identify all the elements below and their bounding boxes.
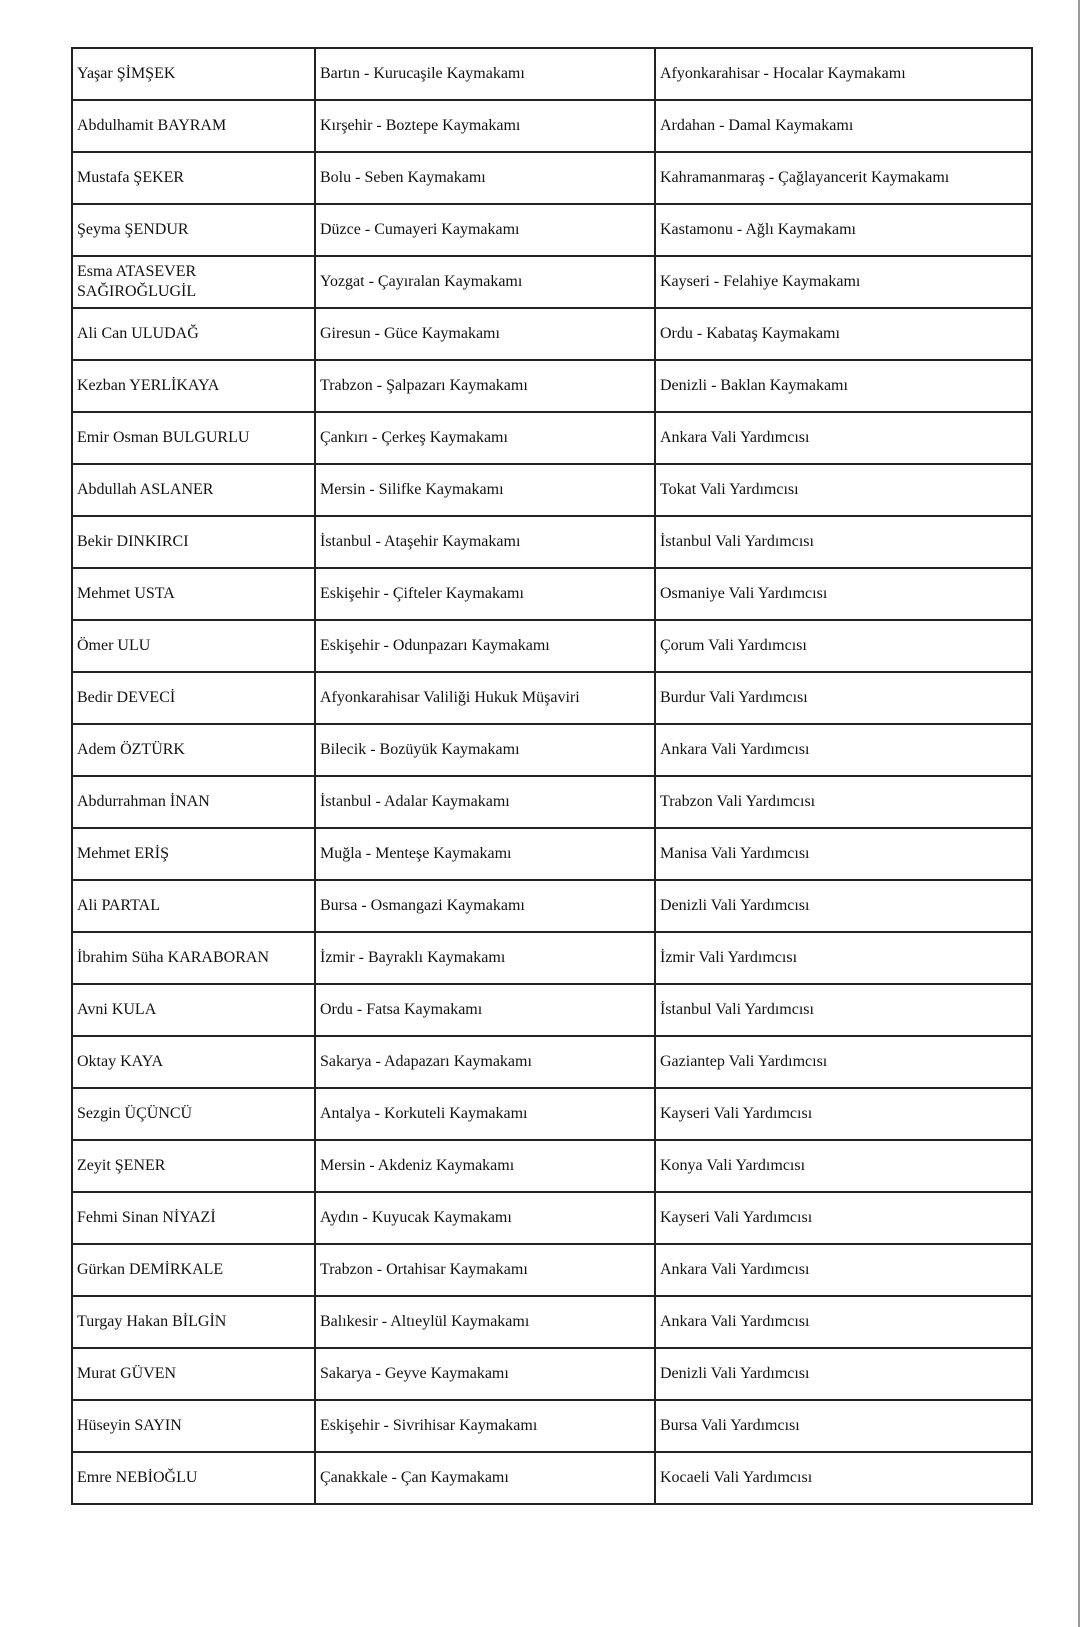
table-row xyxy=(72,100,1032,152)
current-post-cell: Mersin - Silifke Kaymakamı xyxy=(315,464,655,516)
name-cell: Yaşar ŞİMŞEK xyxy=(72,48,315,100)
name-cell: Abdulhamit BAYRAM xyxy=(72,100,315,152)
table-row xyxy=(72,48,1032,100)
new-post-cell: Tokat Vali Yardımcısı xyxy=(655,464,1032,516)
new-post-cell: Kayseri - Felahiye Kaymakamı xyxy=(655,256,1032,308)
new-post-cell: İstanbul Vali Yardımcısı xyxy=(655,516,1032,568)
current-post-cell: Çanakkale - Çan Kaymakamı xyxy=(315,1452,655,1504)
current-post-cell: Kırşehir - Boztepe Kaymakamı xyxy=(315,100,655,152)
table-row xyxy=(72,1244,1032,1296)
new-post-cell: Denizli Vali Yardımcısı xyxy=(655,1348,1032,1400)
new-post-cell: Afyonkarahisar - Hocalar Kaymakamı xyxy=(655,48,1032,100)
table-row xyxy=(72,412,1032,464)
current-post-cell: Çankırı - Çerkeş Kaymakamı xyxy=(315,412,655,464)
table-row xyxy=(72,516,1032,568)
table-row xyxy=(72,256,1032,308)
name-cell: Zeyit ŞENER xyxy=(72,1140,315,1192)
name-cell: Mustafa ŞEKER xyxy=(72,152,315,204)
new-post-cell: Kayseri Vali Yardımcısı xyxy=(655,1088,1032,1140)
new-post-cell: Ankara Vali Yardımcısı xyxy=(655,1244,1032,1296)
name-cell: Şeyma ŞENDUR xyxy=(72,204,315,256)
table-row xyxy=(72,724,1032,776)
table-row xyxy=(72,1296,1032,1348)
new-post-cell: Osmaniye Vali Yardımcısı xyxy=(655,568,1032,620)
table-row xyxy=(72,568,1032,620)
new-post-cell: Gaziantep Vali Yardımcısı xyxy=(655,1036,1032,1088)
new-post-cell: Manisa Vali Yardımcısı xyxy=(655,828,1032,880)
current-post-cell: Yozgat - Çayıralan Kaymakamı xyxy=(315,256,655,308)
new-post-cell: Ankara Vali Yardımcısı xyxy=(655,412,1032,464)
name-cell: Ömer ULU xyxy=(72,620,315,672)
new-post-cell: Trabzon Vali Yardımcısı xyxy=(655,776,1032,828)
current-post-cell: Afyonkarahisar Valiliği Hukuk Müşaviri xyxy=(315,672,655,724)
name-cell: Adem ÖZTÜRK xyxy=(72,724,315,776)
new-post-cell: Bursa Vali Yardımcısı xyxy=(655,1400,1032,1452)
name-cell: Emre NEBİOĞLU xyxy=(72,1452,315,1504)
name-cell: Hüseyin SAYIN xyxy=(72,1400,315,1452)
name-cell: Emir Osman BULGURLU xyxy=(72,412,315,464)
table-row xyxy=(72,1036,1032,1088)
new-post-cell: Ankara Vali Yardımcısı xyxy=(655,724,1032,776)
new-post-cell: Kayseri Vali Yardımcısı xyxy=(655,1192,1032,1244)
current-post-cell: Eskişehir - Çifteler Kaymakamı xyxy=(315,568,655,620)
current-post-cell: Eskişehir - Sivrihisar Kaymakamı xyxy=(315,1400,655,1452)
table-row xyxy=(72,360,1032,412)
appointments-table xyxy=(71,47,1033,1505)
name-cell: Ali Can ULUDAĞ xyxy=(72,308,315,360)
new-post-cell: Denizli - Baklan Kaymakamı xyxy=(655,360,1032,412)
name-cell: Turgay Hakan BİLGİN xyxy=(72,1296,315,1348)
table-row xyxy=(72,1140,1032,1192)
table-row xyxy=(72,464,1032,516)
name-cell: Kezban YERLİKAYA xyxy=(72,360,315,412)
current-post-cell: Bursa - Osmangazi Kaymakamı xyxy=(315,880,655,932)
current-post-cell: İstanbul - Adalar Kaymakamı xyxy=(315,776,655,828)
table-row xyxy=(72,932,1032,984)
current-post-cell: Mersin - Akdeniz Kaymakamı xyxy=(315,1140,655,1192)
new-post-cell: Kahramanmaraş - Çağlayancerit Kaymakamı xyxy=(655,152,1032,204)
new-post-cell: Burdur Vali Yardımcısı xyxy=(655,672,1032,724)
current-post-cell: Trabzon - Ortahisar Kaymakamı xyxy=(315,1244,655,1296)
current-post-cell: Düzce - Cumayeri Kaymakamı xyxy=(315,204,655,256)
name-cell: Murat GÜVEN xyxy=(72,1348,315,1400)
current-post-cell: Sakarya - Adapazarı Kaymakamı xyxy=(315,1036,655,1088)
table-row xyxy=(72,152,1032,204)
new-post-cell: İstanbul Vali Yardımcısı xyxy=(655,984,1032,1036)
name-cell: Bekir DINKIRCI xyxy=(72,516,315,568)
name-cell: Sezgin ÜÇÜNCÜ xyxy=(72,1088,315,1140)
table-row xyxy=(72,1088,1032,1140)
new-post-cell: Ordu - Kabataş Kaymakamı xyxy=(655,308,1032,360)
current-post-cell: Eskişehir - Odunpazarı Kaymakamı xyxy=(315,620,655,672)
current-post-cell: Ordu - Fatsa Kaymakamı xyxy=(315,984,655,1036)
name-cell: Fehmi Sinan NİYAZİ xyxy=(72,1192,315,1244)
current-post-cell: Balıkesir - Altıeylül Kaymakamı xyxy=(315,1296,655,1348)
current-post-cell: Trabzon - Şalpazarı Kaymakamı xyxy=(315,360,655,412)
name-cell: Abdullah ASLANER xyxy=(72,464,315,516)
table-row xyxy=(72,880,1032,932)
name-cell: Esma ATASEVER SAĞIROĞLUGİL xyxy=(72,256,315,308)
current-post-cell: İstanbul - Ataşehir Kaymakamı xyxy=(315,516,655,568)
table-row xyxy=(72,620,1032,672)
current-post-cell: Sakarya - Geyve Kaymakamı xyxy=(315,1348,655,1400)
table-row xyxy=(72,828,1032,880)
current-post-cell: Bartın - Kurucaşile Kaymakamı xyxy=(315,48,655,100)
new-post-cell: Kastamonu - Ağlı Kaymakamı xyxy=(655,204,1032,256)
appointments-table-body xyxy=(72,48,1032,1504)
new-post-cell: Çorum Vali Yardımcısı xyxy=(655,620,1032,672)
new-post-cell: Denizli Vali Yardımcısı xyxy=(655,880,1032,932)
table-row xyxy=(72,984,1032,1036)
table-row xyxy=(72,204,1032,256)
current-post-cell: İzmir - Bayraklı Kaymakamı xyxy=(315,932,655,984)
new-post-cell: Konya Vali Yardımcısı xyxy=(655,1140,1032,1192)
name-cell: Oktay KAYA xyxy=(72,1036,315,1088)
current-post-cell: Muğla - Menteşe Kaymakamı xyxy=(315,828,655,880)
new-post-cell: Ardahan - Damal Kaymakamı xyxy=(655,100,1032,152)
current-post-cell: Antalya - Korkuteli Kaymakamı xyxy=(315,1088,655,1140)
current-post-cell: Bilecik - Bozüyük Kaymakamı xyxy=(315,724,655,776)
table-row xyxy=(72,1400,1032,1452)
name-cell: Abdurrahman İNAN xyxy=(72,776,315,828)
new-post-cell: Ankara Vali Yardımcısı xyxy=(655,1296,1032,1348)
table-row xyxy=(72,776,1032,828)
name-cell: Ali PARTAL xyxy=(72,880,315,932)
table-row xyxy=(72,1348,1032,1400)
current-post-cell: Aydın - Kuyucak Kaymakamı xyxy=(315,1192,655,1244)
name-cell: Gürkan DEMİRKALE xyxy=(72,1244,315,1296)
name-cell: Mehmet USTA xyxy=(72,568,315,620)
table-row xyxy=(72,1452,1032,1504)
current-post-cell: Bolu - Seben Kaymakamı xyxy=(315,152,655,204)
current-post-cell: Giresun - Güce Kaymakamı xyxy=(315,308,655,360)
new-post-cell: Kocaeli Vali Yardımcısı xyxy=(655,1452,1032,1504)
table-row xyxy=(72,308,1032,360)
name-cell: Mehmet ERİŞ xyxy=(72,828,315,880)
name-cell: Avni KULA xyxy=(72,984,315,1036)
table-row xyxy=(72,672,1032,724)
new-post-cell: İzmir Vali Yardımcısı xyxy=(655,932,1032,984)
name-cell: Bedir DEVECİ xyxy=(72,672,315,724)
table-row xyxy=(72,1192,1032,1244)
name-cell: İbrahim Süha KARABORAN xyxy=(72,932,315,984)
